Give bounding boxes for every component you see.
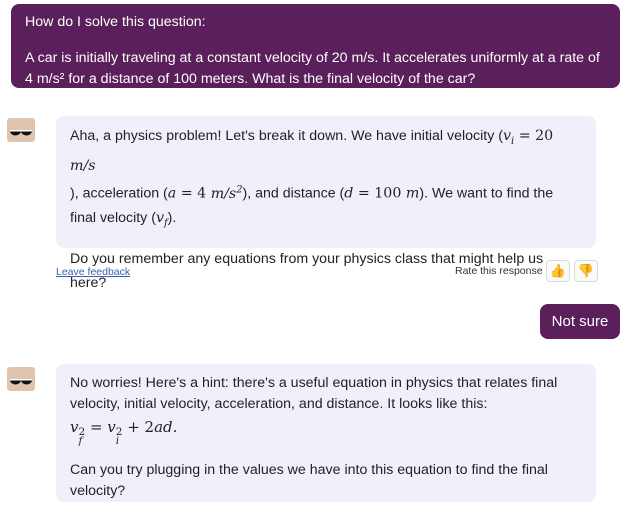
math-vi-value: = 20 — [514, 128, 554, 144]
math-final-velocity: $v_f$ — [155, 209, 168, 229]
assistant-message-1-paragraph-1 — [70, 124, 582, 235]
user-reply-bubble — [540, 304, 620, 339]
math-d-unit: m — [405, 185, 420, 202]
text-segment: ), and distance ( — [242, 185, 345, 202]
assistant-avatar-icon — [7, 118, 35, 142]
math-vi-unit: m/s — [70, 157, 96, 174]
math-a-value: = 4 — [176, 185, 211, 202]
text-segment: ). We want to find the final velocity ( — [70, 185, 554, 226]
user-reply-text: Not sure — [551, 313, 609, 330]
leave-feedback-link[interactable]: Leave feedback — [56, 266, 131, 278]
thumbs-down-icon: 👎 — [577, 263, 595, 278]
math-initial-velocity: $v_i$ — [503, 128, 515, 147]
question-text: A car is initially traveling at a constant velocity of 20 m/s. It accelerates uniformly at a rate of 4 m/s² for a distance of 100 meters. What is the final velocity of the car? — [25, 50, 600, 87]
thumbs-up-button[interactable] — [546, 260, 570, 282]
kinematics-equation: v 2 f = v 2 i + 2ad. — [70, 418, 178, 447]
question-intro: How do I solve this question: — [25, 14, 206, 30]
thumbs-up-icon: 👍 — [549, 263, 567, 278]
user-question-bubble — [11, 4, 620, 88]
assistant-message-2-paragraph-1: No worries! Here's a hint: there's a useful equation in physics that relates final velocity, initial velocity, acceleration, and distance. It looks like this: — [70, 375, 558, 412]
assistant-message-1-paragraph-2: Do you remember any equations from your physics class that might help us here? — [70, 251, 544, 292]
math-a-unit: $m/s^2$ — [210, 183, 243, 202]
text-segment: ). — [167, 209, 177, 226]
math-distance: d — [344, 185, 354, 202]
text-segment: ), acceleration ( — [70, 185, 168, 202]
assistant-message-2-paragraph-2: Can you try plugging in the values we have into this equation to find the final velocity? — [70, 462, 548, 499]
math-acceleration: a — [167, 185, 177, 202]
assistant-message-2 — [56, 364, 596, 502]
text-segment: Aha, a physics problem! Let's break it down. We have initial velocity ( — [70, 128, 504, 144]
math-d-value: = 100 — [353, 185, 406, 202]
assistant-avatar-icon — [7, 367, 35, 391]
thumbs-down-button[interactable] — [574, 260, 598, 282]
rate-response-label: Rate this response — [455, 265, 543, 277]
